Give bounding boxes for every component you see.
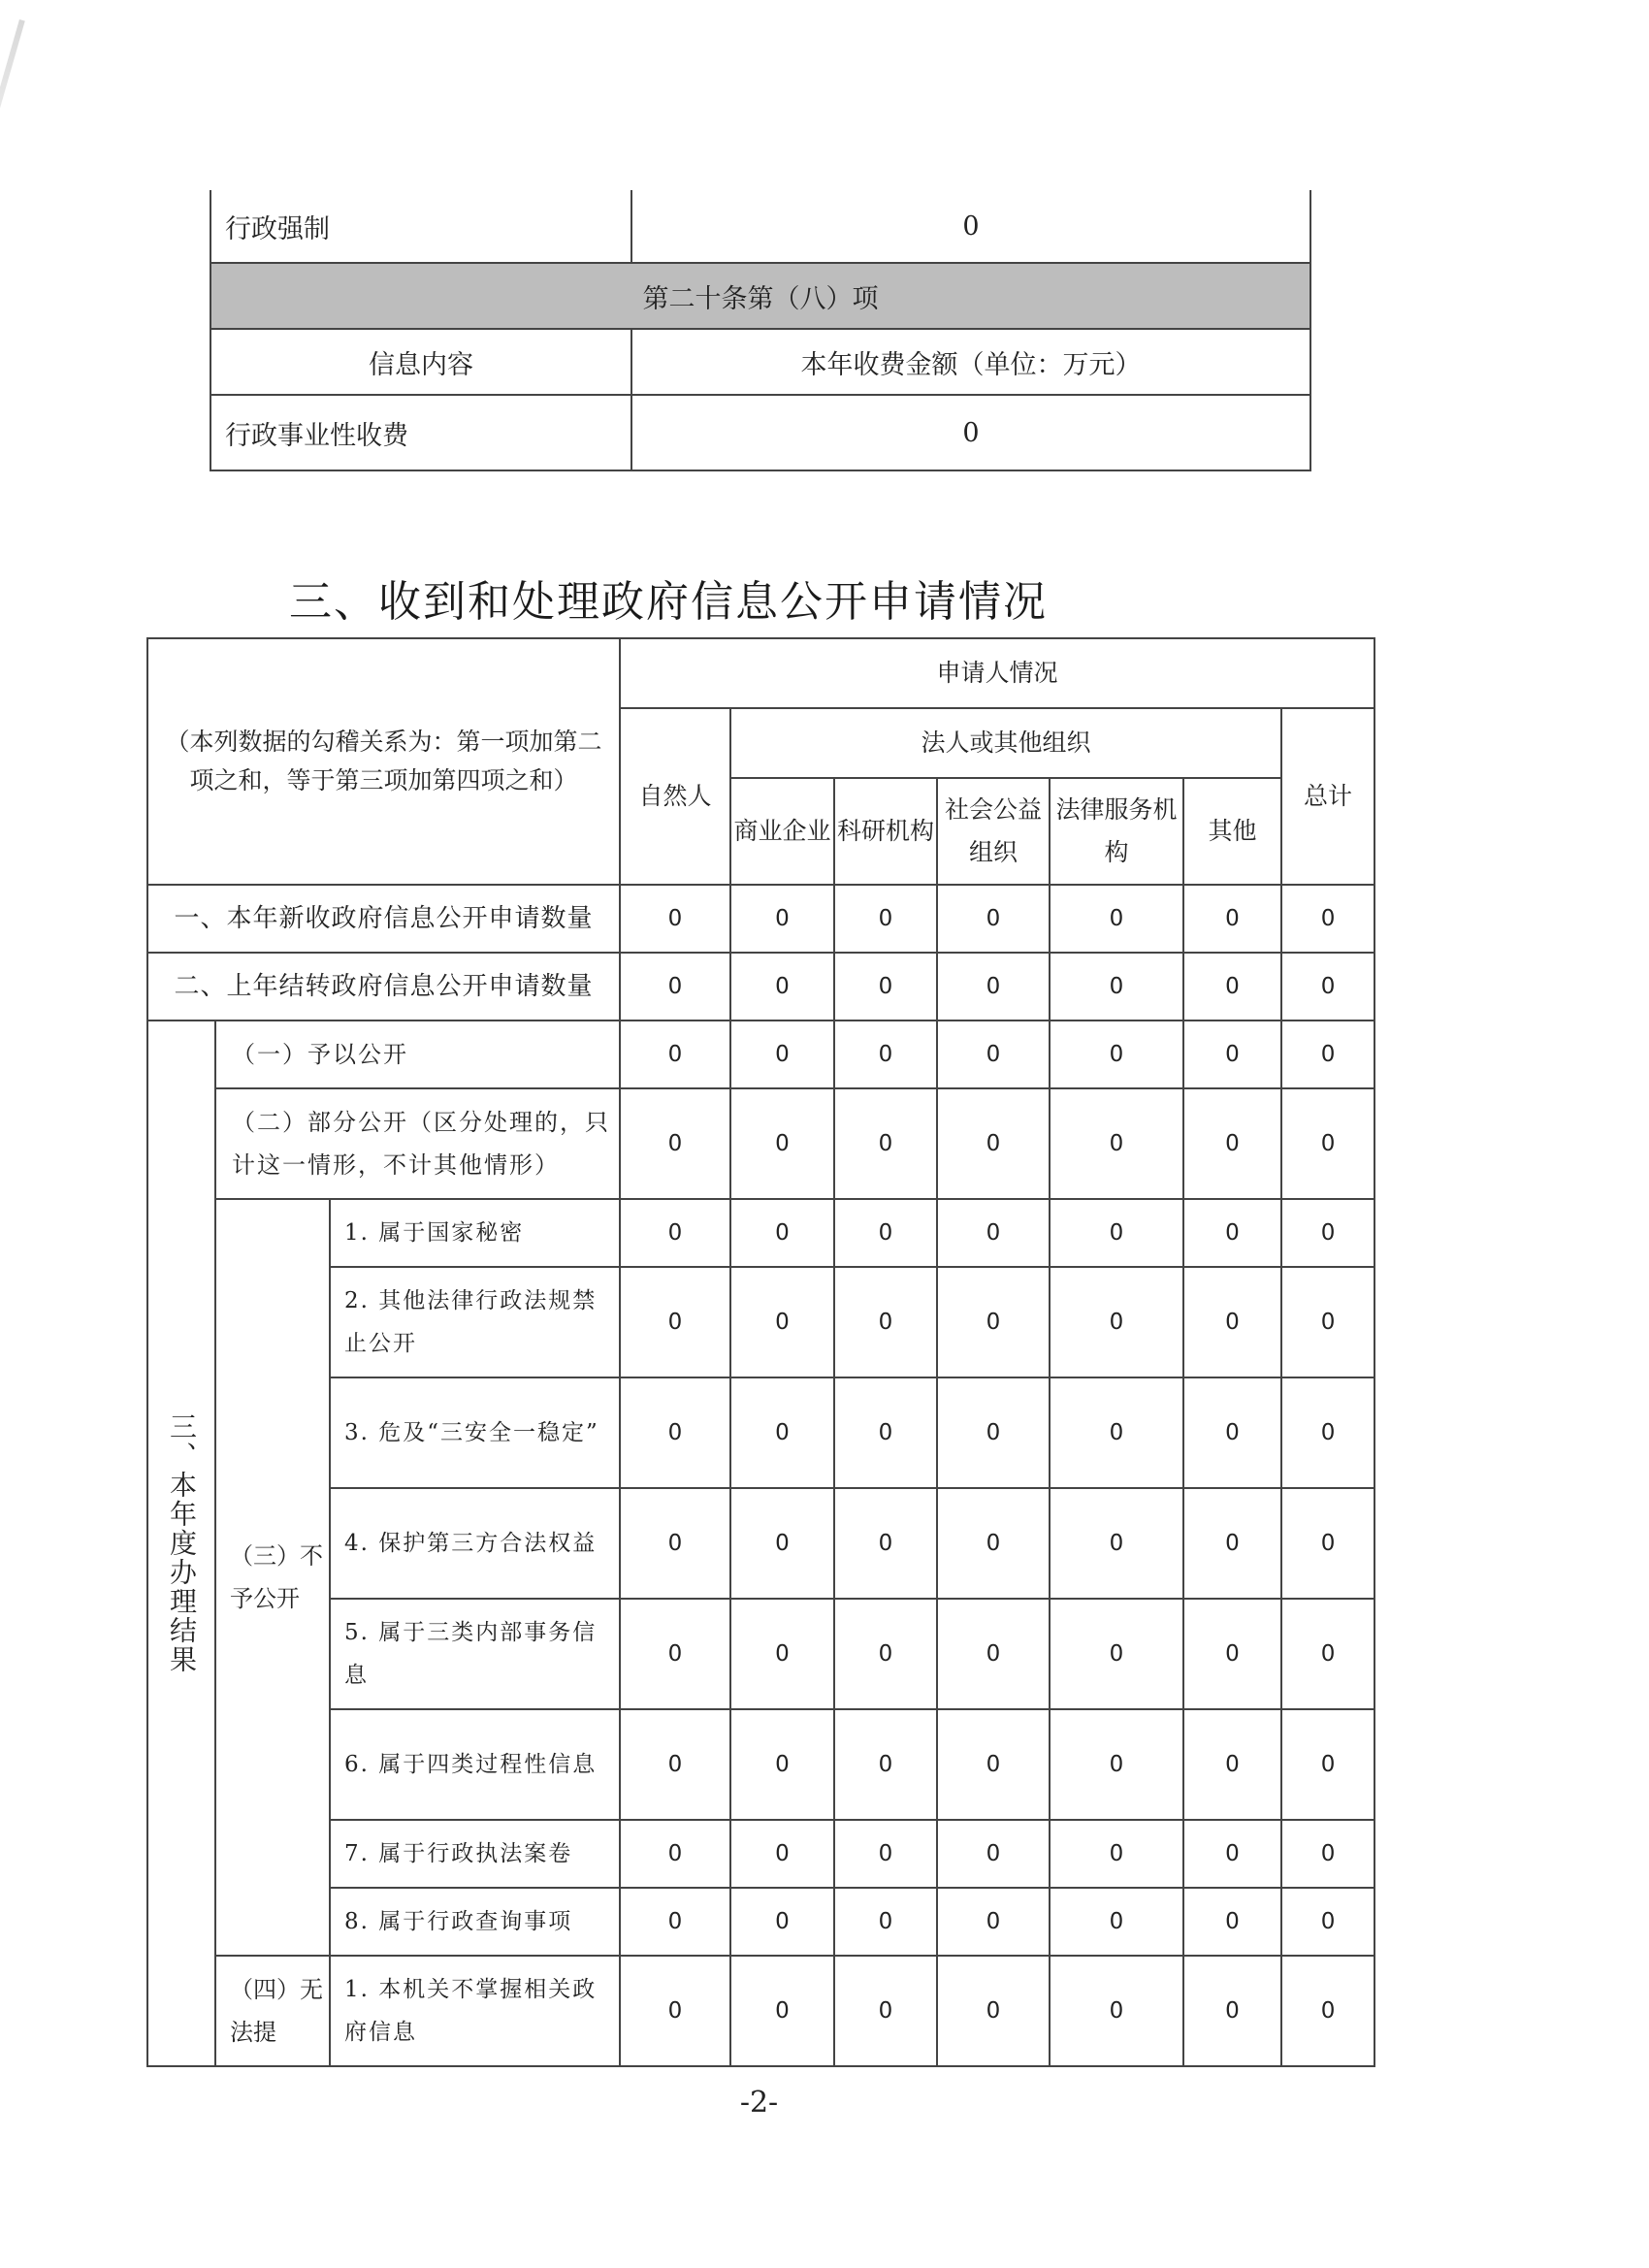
value-cell: 0: [1183, 1956, 1281, 2066]
value-cell: 0: [730, 1709, 834, 1820]
value-cell: 0: [937, 1199, 1050, 1267]
table-row: [147, 1021, 1374, 1088]
table-row: [147, 885, 1374, 953]
row-label: 二、上年结转政府信息公开申请数量: [147, 953, 620, 1021]
table-row: [210, 395, 1310, 470]
value-cell: 0: [620, 953, 730, 1021]
value-cell: 0: [937, 1888, 1050, 1956]
cannot-provide-label: （四）无法提: [215, 1956, 330, 2066]
value-cell: 0: [834, 1267, 937, 1377]
value-cell: 0: [937, 1599, 1050, 1709]
row-label: （二）部分公开（区分处理的，只计这一情形，不计其他情形）: [215, 1088, 620, 1199]
item-label: 1. 本机关不掌握相关政府信息: [330, 1956, 620, 2066]
value-cell: 0: [1281, 1021, 1374, 1088]
value-cell: 0: [937, 953, 1050, 1021]
value-cell: 0: [1050, 1267, 1183, 1377]
value-cell: 0: [620, 885, 730, 953]
header-row-1: [147, 638, 1374, 708]
table-row: [147, 1820, 1374, 1888]
value-cell: 0: [620, 1088, 730, 1199]
table-row: [147, 1888, 1374, 1956]
item-label: 3. 危及“三安全一稳定”: [330, 1377, 620, 1488]
item-label: 8. 属于行政查询事项: [330, 1888, 620, 1956]
value-cell: 0: [730, 953, 834, 1021]
value-cell: 0: [1183, 1488, 1281, 1599]
value-cell: 0: [937, 1709, 1050, 1820]
value-cell: 0: [834, 1199, 937, 1267]
table-row: [210, 190, 1310, 263]
total-header: 总计: [1281, 708, 1374, 885]
value-cell: 0: [1281, 953, 1374, 1021]
value-cell: 0: [730, 1199, 834, 1267]
application-table: [146, 637, 1375, 2067]
table-row: [147, 1199, 1374, 1267]
value-cell: 0: [620, 1956, 730, 2066]
table-row: [147, 953, 1374, 1021]
value-cell: 0: [1281, 1956, 1374, 2066]
value-cell: 0: [620, 1021, 730, 1088]
value-cell: 0: [730, 1088, 834, 1199]
value-cell: 0: [1050, 1888, 1183, 1956]
commercial-header: 商业企业: [730, 778, 834, 885]
row-label: 一、本年新收政府信息公开申请数量: [147, 885, 620, 953]
article-band: 第二十条第（八）项: [210, 263, 1310, 329]
value-cell: 0: [730, 885, 834, 953]
table-row: [147, 1377, 1374, 1488]
table-header-row: [210, 329, 1310, 395]
item-label: 5. 属于三类内部事务信息: [330, 1599, 620, 1709]
item-label: 7. 属于行政执法案卷: [330, 1820, 620, 1888]
value-cell: 0: [1183, 1088, 1281, 1199]
value-cell: 0: [1281, 1267, 1374, 1377]
row-value: 0: [631, 190, 1310, 263]
value-cell: 0: [620, 1377, 730, 1488]
value-cell: 0: [620, 1709, 730, 1820]
value-cell: 0: [1183, 1888, 1281, 1956]
value-cell: 0: [1050, 1199, 1183, 1267]
item-label: 6. 属于四类过程性信息: [330, 1709, 620, 1820]
value-cell: 0: [730, 1820, 834, 1888]
value-cell: 0: [937, 1820, 1050, 1888]
table-row: [147, 1267, 1374, 1377]
value-cell: 0: [730, 1956, 834, 2066]
value-cell: 0: [1050, 953, 1183, 1021]
value-cell: 0: [834, 1021, 937, 1088]
value-cell: 0: [730, 1377, 834, 1488]
table-band-row: [210, 263, 1310, 329]
item-label: 2. 其他法律行政法规禁止公开: [330, 1267, 620, 1377]
value-cell: 0: [937, 1377, 1050, 1488]
table-row: [147, 1488, 1374, 1599]
table-row: [147, 1088, 1374, 1199]
row-value: 0: [631, 395, 1310, 470]
value-cell: 0: [620, 1888, 730, 1956]
value-cell: 0: [1050, 1488, 1183, 1599]
value-cell: 0: [834, 1709, 937, 1820]
legal-entity-header: 法人或其他组织: [730, 708, 1281, 778]
scan-edge-mark: [0, 19, 25, 236]
row-label: 行政强制: [210, 190, 631, 263]
value-cell: 0: [620, 1267, 730, 1377]
value-cell: 0: [620, 1599, 730, 1709]
value-cell: 0: [937, 1021, 1050, 1088]
value-cell: 0: [937, 1267, 1050, 1377]
value-cell: 0: [937, 1488, 1050, 1599]
value-cell: 0: [1183, 1199, 1281, 1267]
section3-label: 三、本年度办理结果: [147, 1021, 215, 2066]
applicant-header: 申请人情况: [620, 638, 1374, 708]
row-label: 行政事业性收费: [210, 395, 631, 470]
value-cell: 0: [834, 1088, 937, 1199]
value-cell: 0: [937, 1088, 1050, 1199]
table-row: [147, 1599, 1374, 1709]
value-cell: 0: [730, 1021, 834, 1088]
value-cell: 0: [834, 1488, 937, 1599]
row-label: （一）予以公开: [215, 1021, 620, 1088]
value-cell: 0: [834, 1377, 937, 1488]
value-cell: 0: [937, 1956, 1050, 2066]
value-cell: 0: [620, 1199, 730, 1267]
value-cell: 0: [1183, 953, 1281, 1021]
value-cell: 0: [730, 1267, 834, 1377]
section-title: 三、收到和处理政府信息公开申请情况: [289, 577, 1048, 627]
not-disclosed-label: （三）不予公开: [215, 1199, 330, 1956]
table-row: [147, 1956, 1374, 2066]
value-cell: 0: [1050, 1088, 1183, 1199]
header-info-content: 信息内容: [210, 329, 631, 395]
value-cell: 0: [1050, 1709, 1183, 1820]
value-cell: 0: [834, 1888, 937, 1956]
item-label: 4. 保护第三方合法权益: [330, 1488, 620, 1599]
value-cell: 0: [1050, 1377, 1183, 1488]
value-cell: 0: [834, 1956, 937, 2066]
value-cell: 0: [1281, 1709, 1374, 1820]
value-cell: 0: [1281, 1199, 1374, 1267]
social-header: 社会公益组织: [937, 778, 1050, 885]
value-cell: 0: [1281, 1820, 1374, 1888]
header-fee-amount: 本年收费金额（单位：万元）: [631, 329, 1310, 395]
value-cell: 0: [1050, 1599, 1183, 1709]
value-cell: 0: [1281, 1488, 1374, 1599]
value-cell: 0: [1281, 1088, 1374, 1199]
table-row: [147, 1709, 1374, 1820]
value-cell: 0: [730, 1488, 834, 1599]
value-cell: 0: [1183, 1599, 1281, 1709]
value-cell: 0: [1281, 885, 1374, 953]
fee-table: [210, 190, 1311, 471]
item-label: 1. 属于国家秘密: [330, 1199, 620, 1267]
page-number: -2-: [739, 2086, 779, 2120]
value-cell: 0: [730, 1599, 834, 1709]
value-cell: 0: [620, 1820, 730, 1888]
value-cell: 0: [1183, 1021, 1281, 1088]
natural-person-header: 自然人: [620, 708, 730, 885]
value-cell: 0: [1281, 1377, 1374, 1488]
value-cell: 0: [1050, 1021, 1183, 1088]
value-cell: 0: [730, 1888, 834, 1956]
research-header: 科研机构: [834, 778, 937, 885]
value-cell: 0: [937, 885, 1050, 953]
value-cell: 0: [1281, 1888, 1374, 1956]
value-cell: 0: [1183, 885, 1281, 953]
value-cell: 0: [1183, 1377, 1281, 1488]
value-cell: 0: [834, 1599, 937, 1709]
other-header: 其他: [1183, 778, 1281, 885]
value-cell: 0: [1050, 1956, 1183, 2066]
value-cell: 0: [834, 1820, 937, 1888]
value-cell: 0: [1183, 1820, 1281, 1888]
value-cell: 0: [620, 1488, 730, 1599]
value-cell: 0: [1281, 1599, 1374, 1709]
value-cell: 0: [834, 885, 937, 953]
value-cell: 0: [1050, 1820, 1183, 1888]
relation-note: （本列数据的勾稽关系为：第一项加第二项之和，等于第三项加第四项之和）: [147, 638, 620, 885]
value-cell: 0: [1183, 1267, 1281, 1377]
value-cell: 0: [1183, 1709, 1281, 1820]
value-cell: 0: [834, 953, 937, 1021]
legal-service-header: 法律服务机构: [1050, 778, 1183, 885]
value-cell: 0: [1050, 885, 1183, 953]
